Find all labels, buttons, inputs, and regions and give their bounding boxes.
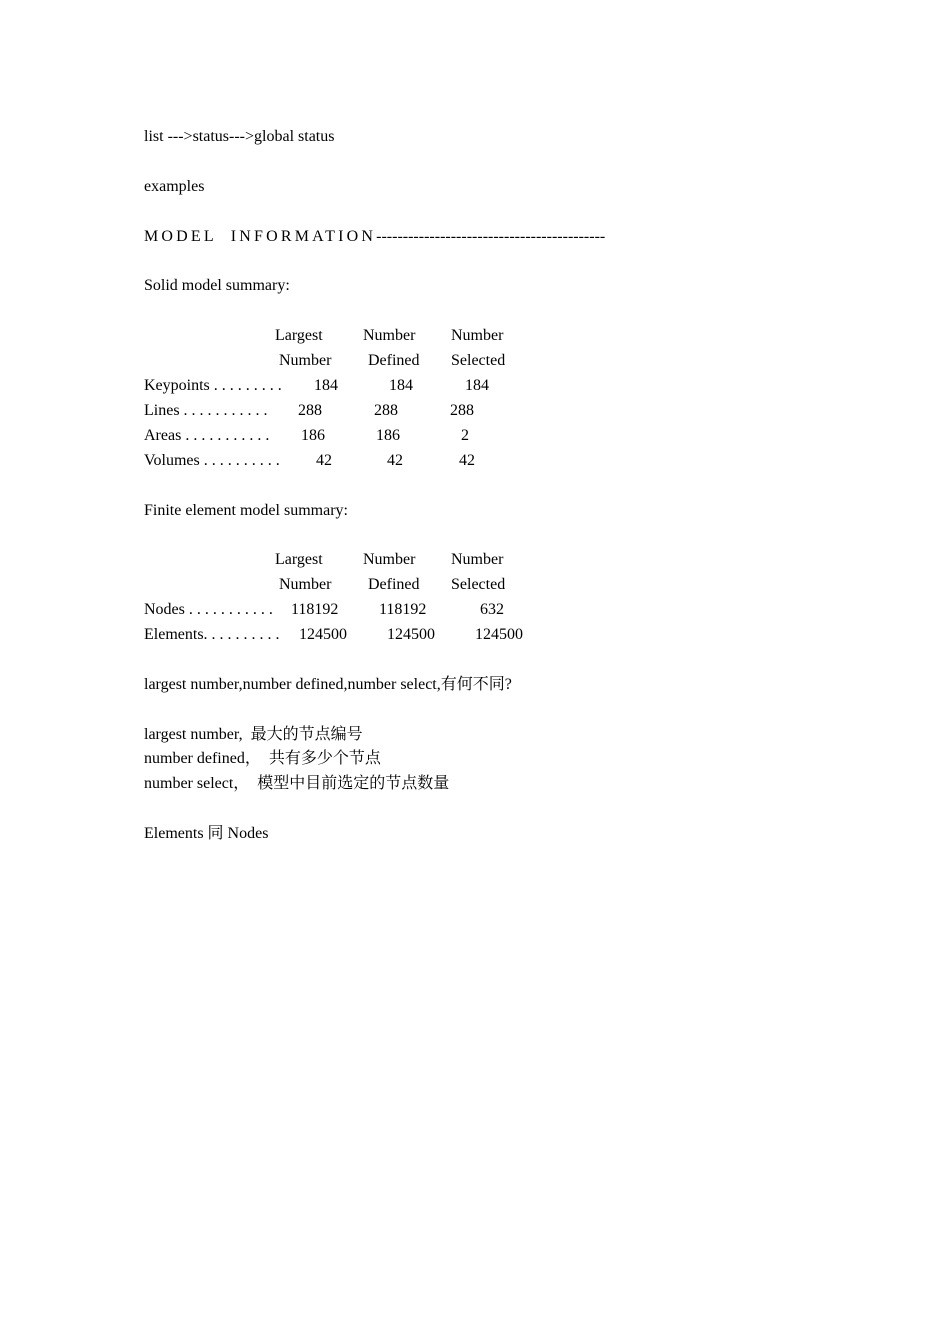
table-row-label: Keypoints . . . . . . . . . [144, 377, 282, 394]
lines-defined: 288 [374, 402, 398, 419]
elements-note: Elements 同 Nodes [144, 825, 269, 842]
model-information-heading [144, 227, 605, 247]
examples-label: examples [144, 178, 205, 195]
answer-largest-number: largest number, 最大的节点编号 [144, 726, 363, 743]
table-row-label: Nodes . . . . . . . . . . . [144, 601, 273, 618]
header-selected: Number [451, 327, 504, 344]
volumes-defined: 42 [387, 452, 403, 469]
lines-largest: 288 [298, 402, 322, 419]
elements-defined: 124500 [387, 626, 435, 643]
volumes-largest: 42 [316, 452, 332, 469]
answer-number-select: number select， 模型中目前选定的节点数量 [144, 775, 450, 792]
fe-summary-title: Finite element model summary: [144, 502, 348, 519]
table-row-label: Areas . . . . . . . . . . . [144, 427, 270, 444]
header-defined-sub: Defined [368, 576, 420, 593]
header-defined: Number [363, 327, 416, 344]
table-row-label: Elements. . . . . . . . . . [144, 626, 280, 643]
volumes-selected: 42 [459, 452, 475, 469]
answer-number-defined: number defined， 共有多少个节点 [144, 750, 381, 767]
header-largest-sub: Number [279, 576, 332, 593]
menu-path-text: list --->status--->global status [144, 128, 335, 145]
question-text: largest number,number defined,number select,有何不同? [144, 676, 512, 693]
lines-selected: 288 [450, 402, 474, 419]
header-selected-sub: Selected [451, 576, 506, 593]
header-defined: Number [363, 551, 416, 568]
keypoints-defined: 184 [389, 377, 413, 394]
areas-largest: 186 [301, 427, 325, 444]
header-defined-sub: Defined [368, 352, 420, 369]
heading-dash-rule: ------------------------------------------- [376, 228, 606, 245]
model-information-title: MODEL INFORMATION [144, 228, 377, 245]
nodes-selected: 632 [480, 601, 504, 618]
header-largest: Largest [275, 327, 323, 344]
elements-selected: 124500 [475, 626, 523, 643]
nodes-defined: 118192 [379, 601, 427, 618]
table-row-label: Lines . . . . . . . . . . . [144, 402, 268, 419]
elements-largest: 124500 [299, 626, 347, 643]
table-row-label: Volumes . . . . . . . . . . [144, 452, 280, 469]
areas-selected: 2 [461, 427, 469, 444]
header-largest: Largest [275, 551, 323, 568]
areas-defined: 186 [376, 427, 400, 444]
keypoints-largest: 184 [314, 377, 338, 394]
nodes-largest: 118192 [291, 601, 339, 618]
keypoints-selected: 184 [465, 377, 489, 394]
header-selected-sub: Selected [451, 352, 506, 369]
solid-summary-title: Solid model summary: [144, 277, 290, 294]
header-largest-sub: Number [279, 352, 332, 369]
header-selected: Number [451, 551, 504, 568]
